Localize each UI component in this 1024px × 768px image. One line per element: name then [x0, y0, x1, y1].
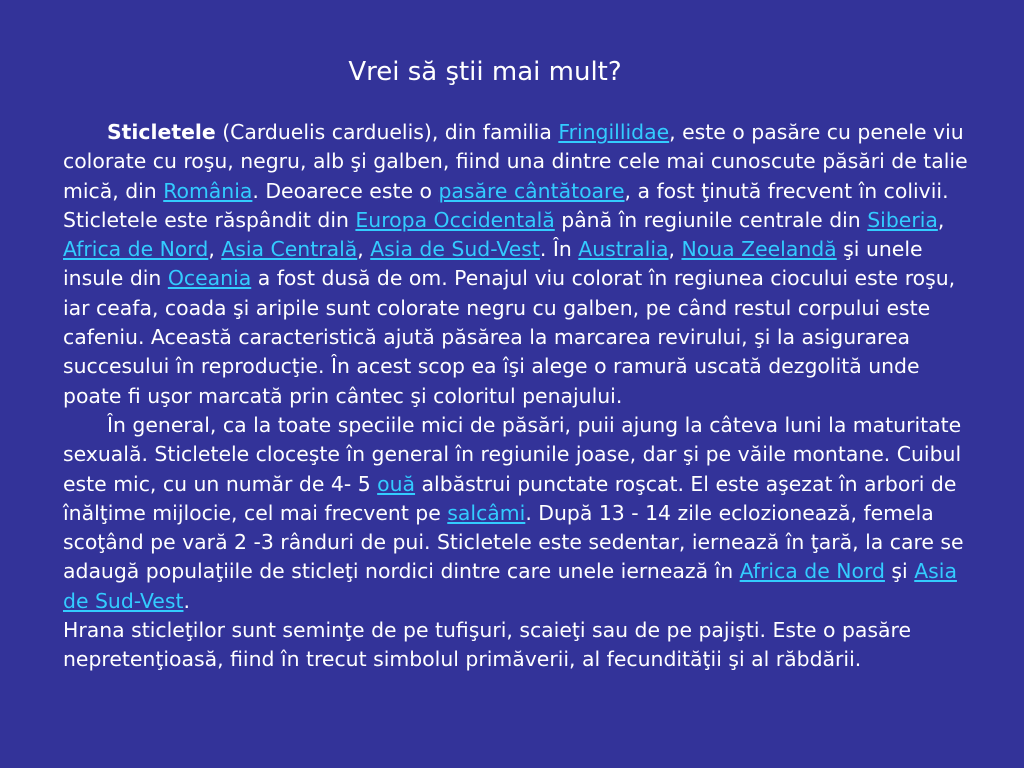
text-segment: , — [208, 237, 222, 262]
text-segment: a fost dusă de om. Penajul viu colorat în regiunea ciocului este roşu, iar ceafa, coada şi aripile sunt colorate negru cu galben, pe când restul corpului este cafeniu. Această caracteristică ajută păsărea la marcarea revirului, şi la asigurarea succesului în reproducţie. În acest scop ea îşi alege o ramură uscată dezgolită unde poate fi uşor marcată prin cântec şi coloritul penajului. — [63, 266, 956, 408]
text-segment: , a fost ţinută frecvent în colivii. Sticletele este răspândit din — [63, 178, 949, 232]
link-salcami[interactable]: salcâmi — [447, 500, 526, 525]
text-segment: , este o pasăre cu penele viu colorate cu roşu, negru, alb şi galben, fiind una dintre cele mai cunoscute păsări de talie mică, din — [63, 120, 968, 203]
term-sticletele: Sticletele — [107, 120, 216, 144]
link-pasare-cantatoare[interactable]: pasăre cântătoare — [438, 178, 625, 203]
text-segment: , — [937, 207, 945, 232]
text-segment: . În — [539, 237, 579, 262]
text-segment: (Carduelis carduelis), din familia — [215, 120, 559, 144]
link-romania[interactable]: România — [163, 178, 253, 203]
paragraph-food — [63, 616, 983, 675]
text-segment: , — [357, 237, 371, 262]
link-asia-de-sud-vest[interactable]: Asia de Sud-Vest — [370, 237, 540, 262]
text-segment: albăstrui punctate roşcat. El este aşezat în arbori de înălţime mijlocie, cel mai frecvent pe — [63, 471, 957, 525]
paragraph-description — [63, 118, 983, 411]
link-africa-de-nord-2[interactable]: Africa de Nord — [739, 559, 885, 584]
slide-body — [63, 118, 983, 675]
link-oua[interactable]: ouă — [377, 471, 416, 496]
link-europa-occidentala[interactable]: Europa Occidentală — [355, 207, 555, 232]
text-segment: Hrana sticleţilor sunt seminţe de pe tufişuri, scaieţi sau de pe pajişti. Este o pasăre nepretenţioasă, fiind în trecut simbolul primăverii, al fecundităţii şi al răbdării. — [63, 618, 912, 672]
text-segment: . După 13 - 14 zile eclozionează, femela scoţând pe vară 2 -3 rânduri de pui. Sticletele este sedentar, iernează în ţară, la care se adaugă populaţiile de sticleţi nordici dintre care unele iernează în — [63, 500, 964, 584]
text-segment: . — [183, 588, 190, 613]
link-fringillidae[interactable]: Fringillidae — [558, 120, 670, 144]
link-australia[interactable]: Australia — [578, 237, 669, 262]
text-segment: . Deoarece este o — [252, 178, 439, 203]
link-asia-de-sud-vest-2[interactable]: Asia de Sud-Vest — [63, 559, 957, 613]
text-segment: şi — [884, 559, 915, 584]
paragraph-reproduction — [63, 411, 983, 616]
link-noua-zeelanda[interactable]: Noua Zeelandă — [681, 237, 837, 262]
link-asia-centrala[interactable]: Asia Centrală — [221, 237, 358, 262]
text-segment: În general, ca la toate speciile mici de păsări, puii ajung la câteva luni la maturitate sexuală. Sticletele cloceşte în general în regiunile joase, dar şi pe văile montane. Cuibul este mic, cu un număr de 4- 5 — [63, 412, 962, 496]
link-siberia[interactable]: Siberia — [867, 207, 938, 232]
link-africa-de-nord[interactable]: Africa de Nord — [63, 237, 209, 262]
text-segment: şi unele insule din — [63, 237, 923, 291]
link-oceania[interactable]: Oceania — [167, 266, 252, 291]
text-segment: , — [668, 237, 682, 262]
text-segment: până în regiunile centrale din — [554, 207, 868, 232]
slide-title: Vrei să ştii mai mult? — [348, 57, 622, 87]
